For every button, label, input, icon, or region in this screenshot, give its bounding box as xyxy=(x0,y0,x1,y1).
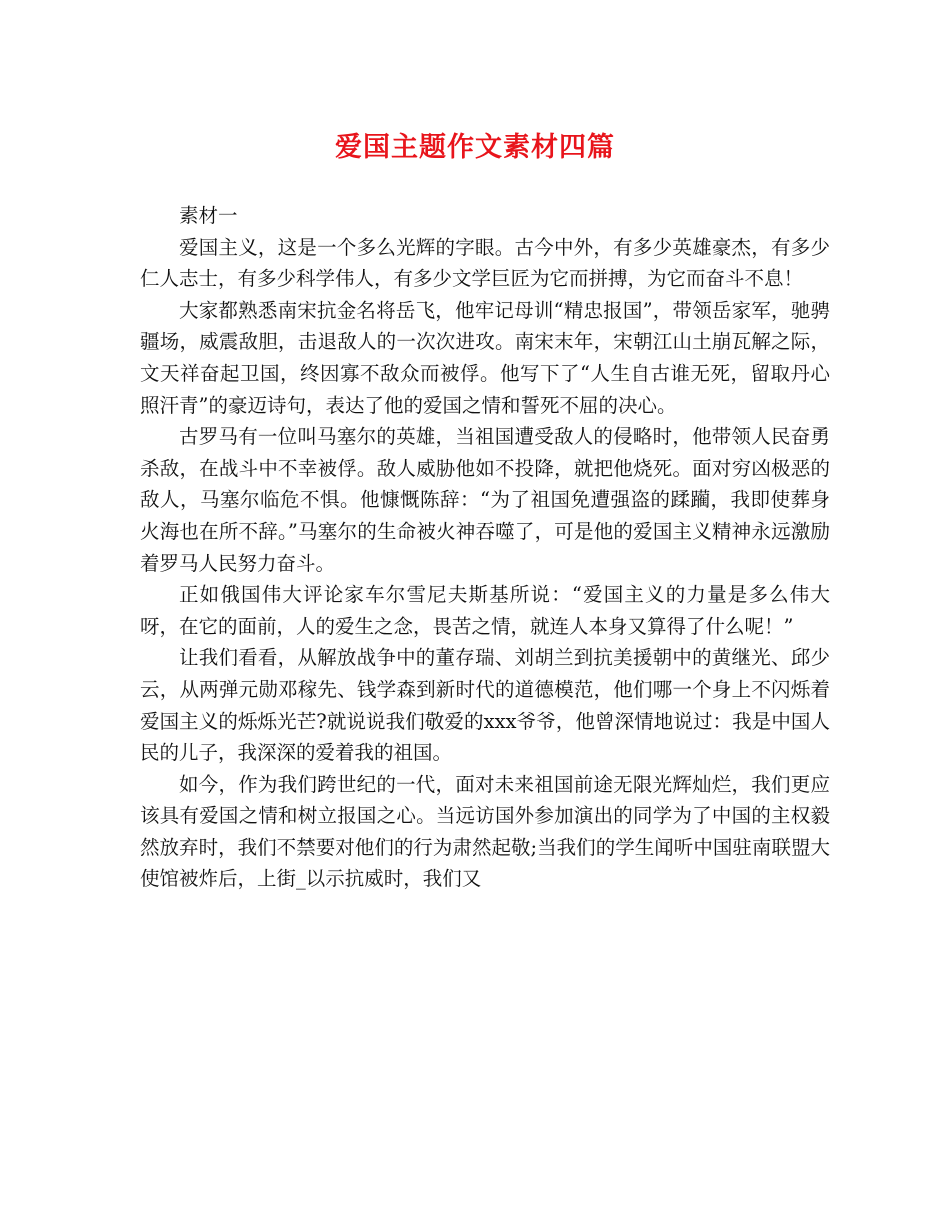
document-body xyxy=(140,200,830,895)
document-title: 爱国主题作文素材四篇 xyxy=(335,132,615,163)
section-heading: 素材一 xyxy=(179,204,238,227)
paragraph-3: 古罗马有一位叫马塞尔的英雄，当祖国遭受敌人的侵略时，他带领人民奋勇杀敌，在战斗中不幸被俘。敌人威胁他如不投降，就把他烧死。面对穷凶极恶的敌人，马塞尔临危不惧。他慷慨陈辞：“为了祖国免遭强盗的蹂躏，我即使葬身火海也在所不辞。”马塞尔的生命被火神吞噬了，可是他的爱国主义精神永远激励着罗马人民努力奋斗。 xyxy=(140,425,830,575)
paragraph-6: 如今，作为我们跨世纪的一代，面对未来祖国前途无限光辉灿烂，我们更应该具有爱国之情和树立报国之心。当远访国外参加演出的同学为了中国的主权毅然放弃时，我们不禁要对他们的行为肃然起敬;当我们的学生闻听中国驻南联盟大使馆被炸后，上街_以示抗威时，我们又 xyxy=(140,772,830,891)
paragraph-1: 爱国主义，这是一个多么光辉的字眼。古今中外，有多少英雄豪杰，有多少仁人志士，有多少科学伟人，有多少文学巨匠为它而拼搏，为它而奋斗不息！ xyxy=(140,235,830,291)
paragraph-5: 让我们看看，从解放战争中的董存瑞、刘胡兰到抗美援朝中的黄继光、邱少云，从两弹元勋邓稼先、钱学森到新时代的道德模范，他们哪一个身上不闪烁着爱国主义的烁烁光芒?就说说我们敬爱的xxx爷爷，他曾深情地说过：我是中国人民的儿子，我深深的爱着我的祖国。 xyxy=(140,646,830,765)
paragraph-4: 正如俄国伟大评论家车尔雪尼夫斯基所说：“爱国主义的力量是多么伟大呀，在它的面前，人的爱生之念，畏苦之情，就连人本身又算得了什么呢！” xyxy=(140,583,830,638)
paragraph-2: 大家都熟悉南宋抗金名将岳飞，他牢记母训“精忠报国”，带领岳家军，驰骋疆场，威震敌胆，击退敌人的一次次进攻。南宋末年，宋朝江山土崩瓦解之际，文天祥奋起卫国，终因寡不敌众而被俘。他写下了“人生自古谁无死，留取丹心照汗青”的豪迈诗句，表达了他的爱国之情和誓死不屈的决心。 xyxy=(140,298,830,417)
